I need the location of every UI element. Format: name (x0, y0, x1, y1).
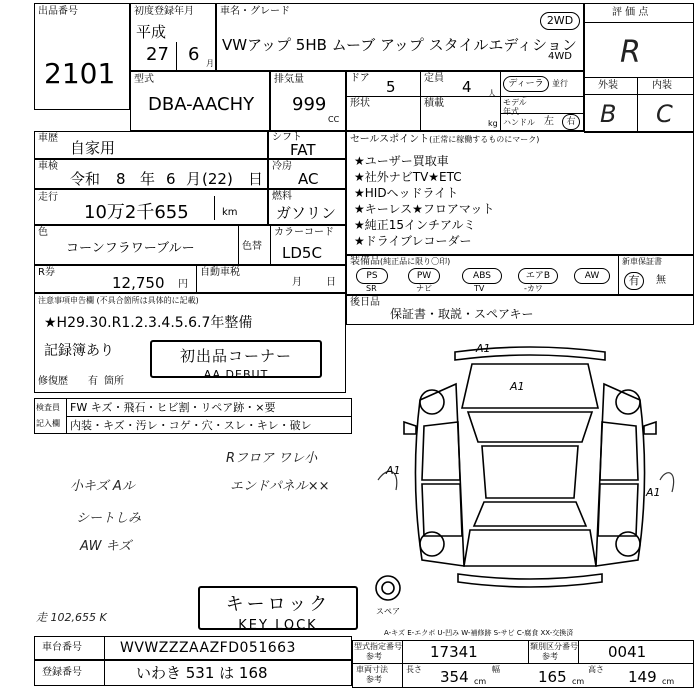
left-rear-door (422, 484, 462, 536)
inspector-row-2: 内装・キズ・汚レ・コゲ・穴・スレ・キレ・破レ (70, 419, 312, 432)
shift-label: シフト (272, 132, 302, 143)
hand-note-mileage: 走 102,655 K (36, 611, 107, 624)
debut-stamp (150, 340, 322, 381)
lot-number: 2101 (44, 57, 116, 90)
equip-sr: SR (366, 284, 377, 293)
sales-points-label: セールスポイント(正常に稼働するものにマーク) (350, 134, 540, 145)
notes-label: 注意事項申告欄 (不具合箇所は具体的に記載) (38, 296, 199, 305)
wheel-front-left (420, 390, 444, 414)
model-spec-value: 17341 (430, 643, 478, 661)
load-label: 積載 (424, 98, 444, 109)
tax-month: 月 (292, 277, 302, 288)
int-score: C (656, 100, 673, 128)
chassis-value: WVWZZZAAZFD051663 (120, 640, 296, 656)
shape-label: 形状 (350, 98, 370, 109)
spare-label: スペア (376, 607, 400, 616)
plate-value: いわき 531 は 168 (136, 664, 268, 682)
mileage-label: 走行 (38, 192, 58, 203)
first-reg-month: 6 (188, 44, 200, 65)
inspector-label-2: 記入欄 (36, 419, 60, 428)
color-value: コーンフラワーブルー (66, 241, 195, 256)
color-code-label: カラーコード (274, 227, 334, 238)
sales-point-item: ★キーレス★フロアマット (354, 202, 495, 216)
debut-stamp-jp: 初出品コーナー (179, 347, 292, 365)
ext-label: 外装 (598, 80, 618, 91)
displacement-label: 排気量 (274, 74, 304, 85)
equip-ps: PS (356, 268, 388, 284)
color-label: 色 (38, 227, 48, 238)
sales-point-item: ★社外ナビTV★ETC (354, 170, 462, 184)
front-hood (462, 364, 598, 408)
hand-note-aw: AW キズ (80, 539, 132, 554)
load-unit: kg (488, 119, 498, 128)
sales-point-item: ★ドライブレコーダー (354, 234, 472, 248)
warranty-no: 無 (656, 275, 666, 286)
color-code-value: LD5C (282, 244, 322, 262)
inspector-row-1: FW キズ・飛石・ヒビ割・リペア跡・×要 (70, 401, 276, 414)
capacity-unit: 人 (488, 89, 496, 98)
inspection-year-unit: 年 (140, 170, 156, 188)
plate-label: 登録番号 (42, 667, 82, 678)
class-spec-sub: 参考 (542, 652, 558, 661)
width-unit: cm (572, 677, 585, 686)
after-items-label: 後日品 (350, 297, 380, 308)
mark-a1-front: A1 (476, 342, 491, 355)
recycle-value: 12,750 (112, 274, 165, 292)
right-rear-door (598, 484, 638, 536)
wheel-front-right (616, 390, 640, 414)
score-value: R (620, 35, 641, 70)
model-spec-sub: 参考 (366, 652, 382, 661)
hand-note-floor: Rフロア ワレ小 (226, 451, 318, 466)
equip-airbag: エアB (518, 268, 558, 284)
type-code-value: DBA-AACHY (148, 94, 255, 115)
sales-point-item: ★ユーザー買取車 (354, 154, 449, 168)
aircon-label: 冷房 (272, 161, 292, 172)
inspection-day-unit: 日 (248, 170, 264, 188)
model-year-label: モデル年式 (503, 98, 527, 116)
length-unit: cm (474, 677, 487, 686)
first-reg-era: 平成 (136, 23, 167, 41)
damage-legend: A-キズ E-エクボ U-凹み W-補修跡 S-サビ C-腐食 XX-交換済 (384, 629, 574, 637)
capacity-label: 定員 (424, 73, 444, 84)
right-front-door (600, 422, 638, 480)
key-lock-jp: キーロック (225, 594, 331, 615)
mileage-unit: km (222, 207, 238, 218)
repair-unit: 箇所 (104, 376, 124, 387)
notes-line-2: 記録簿あり (44, 343, 114, 359)
model-spec-label: 型式指定番号 (354, 642, 402, 651)
equip-leather: -カワ (524, 284, 543, 293)
inspection-year: 8 (116, 170, 126, 188)
repair-label: 修復歴 (38, 376, 68, 387)
dimensions-sub: 参考 (366, 675, 382, 684)
mileage-value: 10万2千655 (84, 202, 189, 223)
equip-navi: ナビ (416, 284, 432, 293)
hand-note-panel: エンドパネル×× (230, 479, 330, 494)
aircon-value: AC (298, 170, 319, 188)
repair-value: 有 (88, 376, 98, 387)
sales-point-item: ★HIDヘッドライト (354, 186, 459, 200)
handle-label: ハンドル (503, 118, 535, 127)
model-name: VWアップ 5HB ムーブ アップ スタイルエディション (222, 36, 577, 54)
mark-a1-hood: A1 (510, 380, 525, 393)
tax-label: 自動車税 (200, 267, 240, 278)
history-value: 自家用 (70, 139, 116, 157)
windshield (468, 412, 592, 442)
recycle-label: R券 (38, 267, 55, 278)
key-lock-stamp (198, 586, 358, 633)
first-reg-month-unit: 月 (206, 59, 214, 68)
height-unit: cm (662, 677, 675, 686)
equip-pw: PW (408, 268, 440, 284)
first-reg-label: 初度登録年月 (134, 6, 194, 17)
hand-note-seat: シートしみ (76, 511, 142, 526)
sales-point-item: ★純正15インチアルミ (354, 218, 476, 232)
inspection-era: 令和 (70, 170, 101, 188)
roof (482, 446, 578, 498)
type-code-label: 型式 (134, 74, 154, 85)
model-label: 車名・グレード (220, 6, 290, 17)
new-car-warranty-label: 新車保証書 (622, 257, 662, 266)
parallel-label: 並行 (552, 79, 568, 88)
car-condition-diagram (360, 330, 700, 620)
warranty-yes: 有 (624, 272, 644, 290)
handle-left: 左 (544, 116, 554, 127)
width-value: 165 (538, 668, 567, 686)
int-label: 内装 (652, 80, 672, 91)
left-front-door (422, 422, 460, 480)
length-value: 354 (440, 668, 469, 686)
inspector-label-1: 検査員 (36, 403, 60, 412)
rear-bumper (458, 574, 602, 587)
mark-a1-left: A1 (386, 464, 401, 477)
mirror-right (644, 422, 656, 434)
equip-aw: AW (574, 268, 610, 284)
color-change-label: 色替 (242, 241, 262, 252)
rear-hatch (464, 530, 596, 566)
doors-label: ドア (350, 73, 370, 84)
handle-right: 右 (562, 114, 580, 130)
notes-line-1: ★H29.30.R1.2.3.4.5.6.7年整備 (44, 315, 253, 331)
hand-note-scratch: 小キズ Aル (70, 479, 135, 494)
height-value: 149 (628, 668, 657, 686)
drive-4wd: 4WD (548, 51, 572, 62)
equip-tv: TV (474, 284, 485, 293)
history-label: 車歴 (38, 133, 58, 144)
equipment-label: 装備品(純正品に限り〇印) (350, 256, 451, 267)
displacement-unit: CC (328, 115, 340, 124)
displacement-value: 999 (292, 94, 327, 115)
lot-label: 出品番号 (38, 6, 78, 17)
drive-2wd: 2WD (540, 12, 580, 30)
rear-window (474, 502, 586, 526)
first-reg-year: 27 (146, 44, 169, 65)
ext-score: B (600, 100, 617, 128)
fuel-label: 燃料 (272, 191, 292, 202)
dealer-mark: ディーラー (503, 76, 549, 92)
class-spec-label: 類別区分番号 (530, 642, 578, 651)
shift-value: FAT (290, 141, 316, 159)
inspection-month: 6 (166, 170, 176, 188)
width-label: 幅 (492, 665, 500, 674)
fuel-value: ガソリン (276, 204, 337, 222)
doors-value: 5 (386, 78, 396, 96)
length-label: 長さ (406, 665, 422, 674)
class-spec-value: 0041 (608, 643, 647, 661)
spare-tire (376, 576, 400, 600)
height-label: 高さ (588, 665, 604, 674)
mark-a1-right: A1 (646, 486, 661, 499)
capacity-value: 4 (462, 78, 472, 96)
debut-stamp-en: AA DEBUT (203, 368, 269, 381)
inspection-label: 車検 (38, 161, 58, 172)
recycle-unit: 円 (178, 279, 188, 290)
dimensions-label: 車両寸法 (356, 665, 388, 674)
mirror-left (404, 422, 416, 434)
tax-day: 日 (326, 277, 336, 288)
chassis-label: 車台番号 (42, 642, 82, 653)
sales-points-list (354, 153, 494, 249)
inspection-day: (22) (202, 170, 233, 188)
key-lock-en: KEY LOCK (238, 618, 318, 633)
score-label: 評 価 点 (612, 7, 649, 18)
inspection-month-unit: 月 (186, 170, 202, 188)
equip-abs: ABS (462, 268, 502, 284)
after-items-value: 保証書・取説・スペアキー (390, 307, 534, 321)
